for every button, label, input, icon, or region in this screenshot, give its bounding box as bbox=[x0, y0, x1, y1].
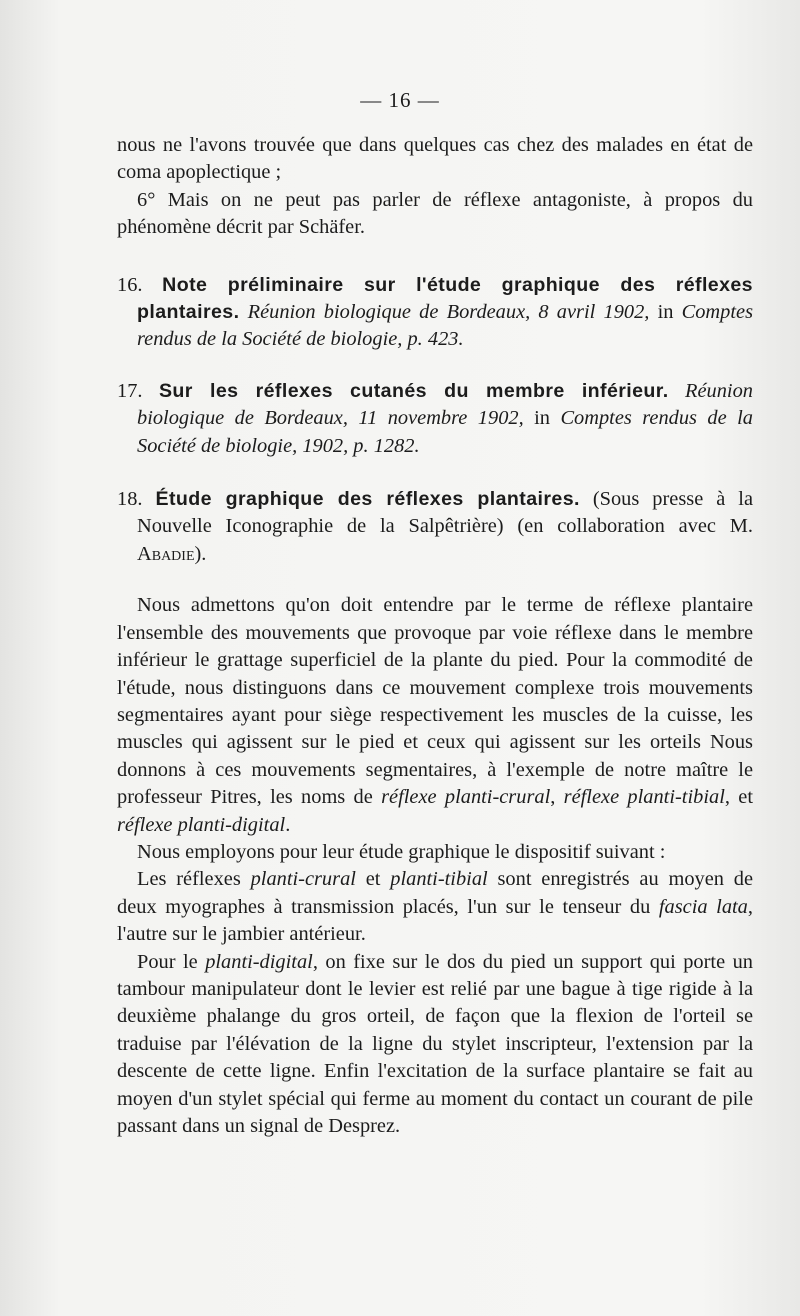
page-number: — 16 — bbox=[360, 88, 440, 112]
entry-title: Sur les réflexes cutanés du membre inférieur. bbox=[158, 379, 669, 402]
italic-term: planti-tibial bbox=[390, 868, 488, 891]
bibliography-entry-17 bbox=[117, 378, 753, 460]
paragraph-text: , et bbox=[724, 786, 753, 809]
entry-reference: Réunion biologique de Bordeaux, 8 avril 1902, bbox=[247, 301, 650, 324]
italic-term: réflexe planti-crural bbox=[381, 786, 551, 809]
italic-term: planti-digital bbox=[205, 950, 313, 973]
entry-number: 16. bbox=[117, 273, 143, 296]
body-paragraph-4 bbox=[117, 949, 753, 1141]
entry-reference-in: in bbox=[649, 301, 682, 324]
italic-term: planti-crural bbox=[250, 868, 356, 891]
body-paragraph-2: Nous employons pour leur étude graphique le dispositif suivant : bbox=[137, 840, 666, 863]
bibliography-entry-18 bbox=[117, 486, 753, 568]
paragraph-text: Pour le bbox=[137, 950, 206, 973]
intro-point-6: 6° Mais on ne peut pas parler de réflexe antagoniste, à propos du phénomène décrit par Schäfer. bbox=[117, 188, 753, 239]
entry-note-end: ). bbox=[194, 542, 207, 565]
entry-note: (Sous presse à la Nouvelle Iconographie de la Salpêtrière) (en collaboration avec M. bbox=[137, 488, 753, 538]
entry-number: 18. bbox=[117, 488, 143, 511]
italic-term: réflexe planti-digital bbox=[117, 813, 286, 836]
intro-continuation: nous ne l'avons trouvée que dans quelques cas chez des malades en état de coma apoplectique ; bbox=[117, 134, 753, 184]
body-paragraph-3 bbox=[117, 866, 753, 948]
entry-number: 17. bbox=[117, 379, 143, 402]
body-paragraph-1 bbox=[117, 592, 753, 839]
paragraph-text: et bbox=[355, 868, 391, 891]
paragraph-text: sont enregistrés au moyen de deux myographes à transmission placés, l'un sur le tenseur du bbox=[117, 868, 754, 918]
paragraph-text: Nous admettons qu'on doit entendre par le terme de réflexe plantaire l'ensemble des mouvements que provoque par voie réflexe dans le membre inférieur le grattage superficiel de la plante du pied. Pour la commodité de l'étude, nous distinguons dans ce mouvement complexe trois mouvements segmentaires ayant pour siège respectivement les muscles de la cuisse, les muscles qui agissent sur le pied et ceux qui agissent sur les orteils Nous donnons à ces mouvements segmentaires, à l'exemple de notre maître le professeur Pitres, les noms de bbox=[117, 594, 753, 809]
entry-reference: Réunion biologique de Bordeaux, 11 novembre 1902, bbox=[137, 379, 753, 430]
entry-reference-in: in bbox=[523, 407, 561, 430]
entry-author: Abadie bbox=[137, 542, 195, 565]
paragraph-text: , on fixe sur le dos du pied un support qui porte un tambour manipulateur dont le levier est relié par une bague à tige rigide à la deuxième phalange du gros orteil, de façon que la flexion de l'orteil se traduise par l'élévation de la ligne du stylet inscripteur, l'extension par la descente de cette ligne. Enfin l'excitation de la surface plantaire se fait au moyen d'un stylet spécial qui ferme au moment du contact un courant de pile passant dans un signal de Desprez. bbox=[117, 950, 753, 1137]
entry-title: Étude graphique des réflexes plantaires. bbox=[155, 488, 580, 511]
bibliography-entry-16 bbox=[117, 272, 753, 354]
paragraph-text: , bbox=[550, 786, 564, 809]
entry-reference-journal: Comptes rendus de la Société de biologie, p. 423. bbox=[137, 301, 754, 351]
page-body bbox=[117, 132, 753, 1140]
italic-term: fascia lata bbox=[658, 895, 748, 918]
italic-term: réflexe planti-tibial bbox=[563, 786, 725, 809]
paragraph-text: Les réflexes bbox=[137, 868, 251, 891]
entry-reference-journal: Comptes rendus de la Société de biologie, 1902, p. 1282. bbox=[137, 407, 753, 457]
entry-title: Note préliminaire sur l'étude graphique des réflexes plantaires. bbox=[137, 273, 753, 324]
paragraph-text: . bbox=[285, 813, 291, 836]
paragraph-text: , l'autre sur le jambier antérieur. bbox=[117, 895, 753, 946]
